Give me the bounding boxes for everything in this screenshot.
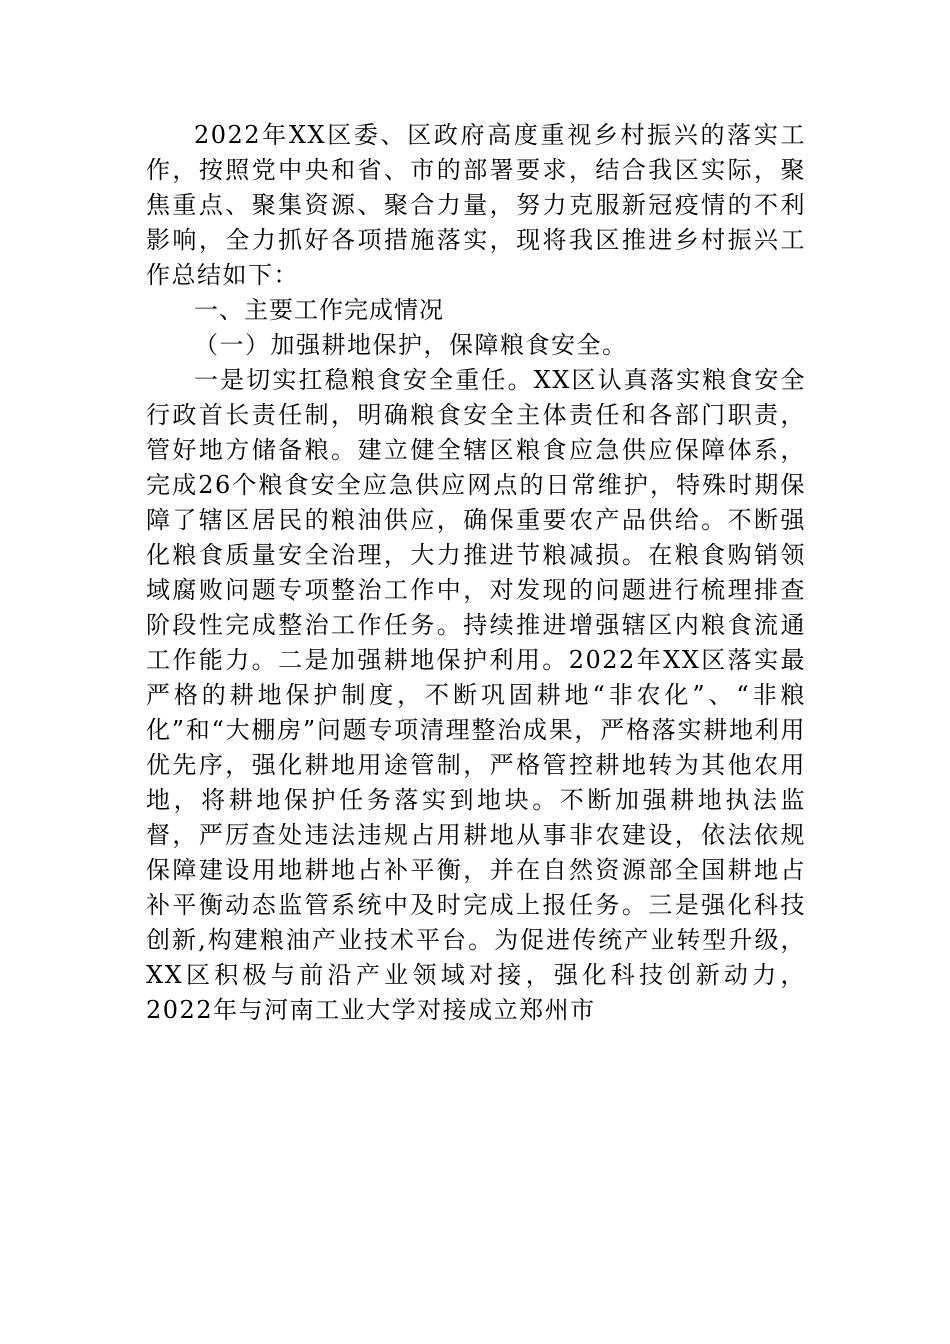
- document-body: [146, 118, 806, 1028]
- section-heading: 一、主要工作完成情况: [194, 296, 444, 324]
- body-paragraph: 一是切实扛稳粮食安全重任。XX区认真落实粮食安全行政首长责任制，明确粮食安全主体责任和各部门职责，管好地方储备粮。建立健全辖区粮食应急供应保障体系，完成26个粮食安全应急供应网点的日常维护，特殊时期保障了辖区居民的粮油供应，确保重要农产品供给。不断强化粮食质量安全治理，大力推进节粮减损。在粮食购销领域腐败问题专项整治工作中，对发现的问题进行梳理排查阶段性完成整治工作任务。持续推进增强辖区内粮食流通工作能力。二是加强耕地保护利用。2022年XX区落实最严格的耕地保护制度，不断巩固耕地“非农化”、“非粮化”和“大棚房”问题专项清理整治成果，严格落实耕地利用优先序，强化耕地用途管制，严格管控耕地转为其他农用地，将耕地保护任务落实到地块。不断加强耕地执法监督，严厉查处违法违规占用耕地从事非农建设，依法依规保障建设用地耕地占补平衡，并在自然资源部全国耕地占补平衡动态监管系统中及时完成上报任务。三是强化科技创新,构建粮油产业技术平台。为促进传统产业转型升级，XX区积极与前沿产业领域对接，强化科技创新动力，2022年与河南工业大学对接成立郑州市: [146, 366, 806, 1024]
- subsection-heading: （一）加强耕地保护，保障粮食安全。: [194, 331, 628, 359]
- intro-paragraph: 2022年XX区委、区政府高度重视乡村振兴的落实工作，按照党中央和省、市的部署要求，结合我区实际，聚焦重点、聚集资源、聚合力量，努力克服新冠疫情的不利影响，全力抓好各项措施落实，现将我区推进乡村振兴工作总结如下：: [146, 121, 806, 289]
